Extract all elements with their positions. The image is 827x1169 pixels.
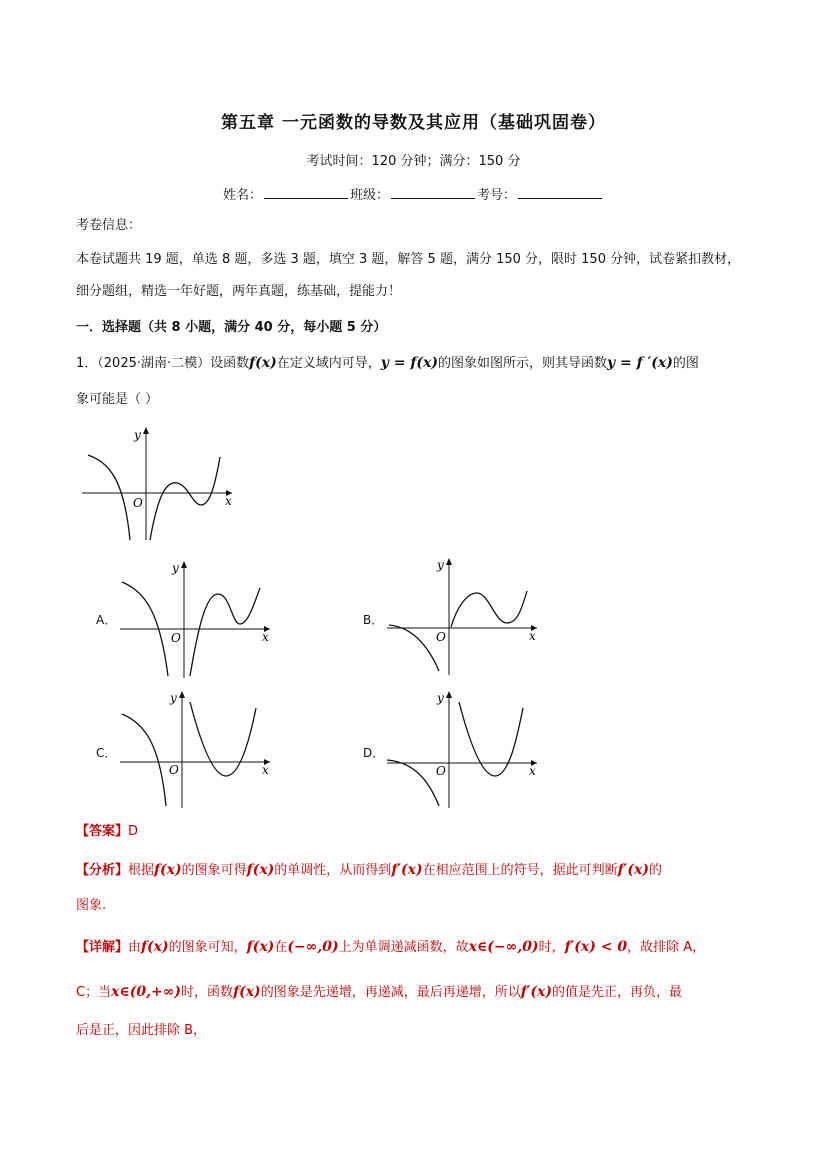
x-label: x — [225, 494, 232, 508]
curve-right — [451, 591, 527, 627]
y-label: y — [134, 428, 141, 442]
math-fx: f(x) — [141, 939, 169, 955]
detail-label: 【详解】 — [76, 940, 129, 955]
number-blank[interactable] — [518, 186, 602, 199]
x-label: x — [262, 763, 269, 777]
x-label: x — [529, 629, 536, 643]
origin-label: O — [133, 496, 143, 510]
analysis-text: 的图象可得 — [181, 863, 247, 878]
question-1-line-1 — [76, 350, 756, 377]
y-arrow — [143, 427, 149, 434]
section-heading: 一．选择题（共 8 小题，满分 40 分，每小题 5 分） — [76, 320, 387, 335]
analysis-text: 在相应范围上的符号，据此可判断 — [422, 863, 618, 878]
math-fpx: f′(x) — [391, 862, 423, 878]
detail-line-2 — [76, 979, 756, 1006]
option-b-label[interactable]: B． — [363, 613, 384, 627]
analysis-line-1 — [76, 857, 756, 884]
analysis-label: 【分析】 — [76, 863, 129, 878]
option-a-label[interactable]: A． — [96, 613, 117, 627]
math-fx: f(x) — [246, 939, 275, 955]
q-text: 的图 — [672, 356, 699, 371]
answer-value: D — [128, 824, 139, 839]
option-a-graph[interactable] — [116, 558, 276, 680]
y-label: y — [437, 558, 444, 572]
info-line-2: 细分题组，精选一年好题，两年真题，练基础，提能力！ — [76, 284, 402, 299]
origin-label: O — [436, 630, 446, 644]
y-label: y — [170, 691, 177, 705]
y-arrow — [446, 558, 452, 565]
q-text: 设函数 — [210, 356, 250, 371]
detail-text: 时， — [538, 940, 565, 955]
option-d-label[interactable]: D． — [363, 746, 385, 760]
name-label: 姓名： — [222, 188, 262, 203]
option-c-label[interactable]: C． — [96, 746, 117, 760]
curve-right — [190, 588, 260, 676]
class-label: 班级： — [349, 188, 389, 203]
exam-time: 考试时间：120 分钟；满分：150 分 — [306, 154, 521, 169]
analysis-text: 的 — [648, 863, 662, 878]
math-yfpx: y = f ′(x) — [607, 355, 673, 371]
curve-left — [88, 455, 130, 540]
y-arrow — [446, 691, 452, 698]
curve-left — [389, 625, 439, 671]
page-title: 第五章 一元函数的导数及其应用（基础巩固卷） — [221, 113, 606, 133]
detail-line-1 — [76, 934, 756, 961]
analysis-text: 的单调性，从而得到 — [274, 863, 392, 878]
math-fx: f(x) — [246, 862, 275, 878]
analysis-line-2: 图象. — [76, 898, 107, 913]
q-text: 在定义域内可导， — [276, 356, 381, 371]
math-fx: f(x) — [154, 862, 182, 878]
y-label: y — [437, 691, 444, 705]
math-fx: f(x) — [249, 355, 277, 371]
x-label: x — [262, 630, 269, 644]
origin-label: O — [169, 763, 179, 777]
origin-label: O — [436, 764, 446, 778]
math-condition: x∈(0,+∞) — [111, 984, 182, 1000]
answer-label: 【答案】 — [76, 824, 129, 839]
detail-text: C；当 — [76, 985, 112, 1000]
question-number: 1． — [76, 356, 98, 371]
y-arrow — [181, 561, 187, 568]
detail-line-3: 后是正，因此排除 B， — [76, 1023, 207, 1038]
info-heading: 考卷信息： — [76, 218, 142, 233]
class-blank[interactable] — [391, 186, 475, 199]
y-arrow — [179, 691, 185, 698]
detail-text: 由 — [128, 940, 142, 955]
detail-text: 的图象可知， — [168, 940, 247, 955]
y-label: y — [172, 561, 179, 575]
answer-line — [76, 818, 756, 845]
detail-text: 的值是先正，再负，最 — [552, 985, 683, 1000]
math-fx: f(x) — [233, 984, 261, 1000]
detail-text: 在 — [274, 940, 288, 955]
question-source: （2025·湖南·二模） — [97, 356, 211, 371]
math-interval: (−∞,0) — [287, 939, 339, 955]
q-text: 的图象如图所示，则其导函数 — [438, 356, 608, 371]
detail-text: 的图象是先递增，再递减，最后再递增，所以 — [260, 985, 521, 1000]
option-b-graph[interactable] — [383, 555, 543, 677]
math-fpx: f′(x) — [617, 862, 649, 878]
curve-right — [150, 457, 220, 540]
curve-right — [190, 702, 256, 776]
curve-left — [387, 760, 439, 806]
math-fpx: f′(x) — [520, 984, 553, 1000]
math-condition: x∈(−∞,0) — [468, 939, 539, 955]
option-c-graph[interactable] — [116, 688, 276, 810]
curve-right — [459, 702, 523, 776]
student-info-row — [0, 184, 827, 203]
analysis-text: 根据 — [128, 863, 155, 878]
graph-fx — [80, 425, 240, 543]
math-yfx: y = f(x) — [380, 355, 439, 371]
math-inequality: f′(x) < 0 — [564, 939, 628, 955]
detail-text: ，故排除 A， — [627, 940, 706, 955]
origin-label: O — [171, 631, 181, 645]
option-d-graph[interactable] — [383, 688, 543, 810]
question-1-line-2: 象可能是（ ） — [76, 392, 159, 407]
curve-left — [122, 714, 166, 806]
name-blank[interactable] — [264, 186, 348, 199]
x-label: x — [529, 764, 536, 778]
number-label: 考号： — [477, 188, 517, 203]
detail-text: 上为单调递减函数，故 — [338, 940, 469, 955]
info-line-1: 本卷试题共 19 题，单选 8 题，多选 3 题，填空 3 题，解答 5 题，满分 150 分，限时 150 分钟，试卷紧扣教材， — [76, 252, 741, 267]
detail-text: 时，函数 — [181, 985, 234, 1000]
